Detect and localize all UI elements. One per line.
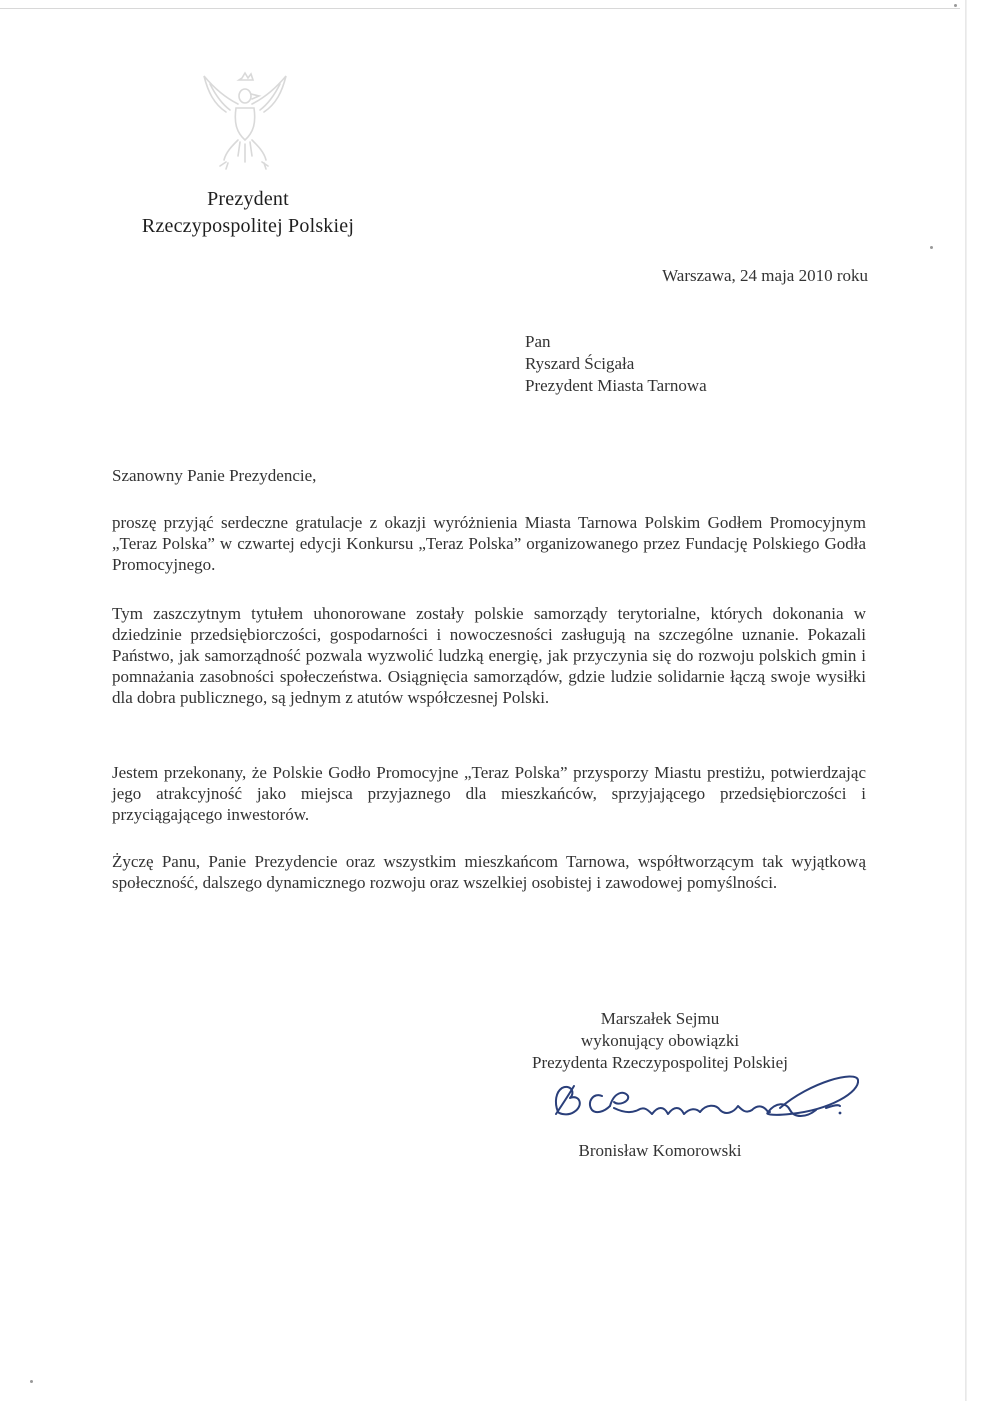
recipient-address [525,331,707,397]
letterhead [118,186,378,240]
recipient-name: Ryszard Ścigała [525,354,635,373]
body-paragraph [112,603,866,708]
paragraph-text: Życzę Panu, Panie Prezydencie oraz wszystkim mieszkańcom Tarnowa, współtworzącym tak wyjątkową społeczność, dalszego dynamicznego rozwoju oraz wszelkiej osobistej i zawodowej pomyślności. [112,852,866,892]
body-paragraph [112,762,866,825]
recipient-honorific: Pan [525,332,551,351]
scan-speck [30,1380,33,1383]
signatory-title-line: wykonujący obowiązki [580,1031,740,1050]
body-paragraph [112,512,866,575]
paragraph-text: Tym zaszczytnym tytułem uhonorowane zostały polskie samorządy terytorialne, których dokonania w dziedzinie przedsiębiorczości, gospodarności i nowoczesności zasługują na szczególne uznanie. Pokazali Państwo, jak samorządność pozwala wyzwolić ludzką energię, jak przyczynia się do rozwoju polskich gmin i pomnażania zasobności społeczeństwa. Osiągnięcia samorządów, gdzie ludzie solidarnie łączą swoje wysiłki dla dobra publicznego, są jednym z atutów współczesnej Polski. [112,604,866,707]
polish-eagle-emblem-icon [196,70,292,170]
signer-name: Bronisław Komorowski [578,1141,742,1160]
scan-speck [954,4,957,7]
scan-top-edge [0,8,960,9]
letterhead-subtitle: Rzeczypospolitej Polskiej [141,215,355,237]
letterhead-title: Prezydent [207,188,289,210]
salutation: Szanowny Panie Prezydencie, [112,466,317,485]
recipient-title: Prezydent Miasta Tarnowa [525,376,707,395]
signatory-title-line: Prezydenta Rzeczypospolitej Polskiej [532,1053,788,1072]
handwritten-signature [540,1062,870,1132]
body-paragraph [112,851,866,893]
scan-speck [930,246,933,249]
signatory-title-line: Marszałek Sejmu [600,1009,720,1028]
letter-date: Warszawa, 24 maja 2010 roku [662,266,868,285]
paragraph-text: proszę przyjąć serdeczne gratulacje z okazji wyróżnienia Miasta Tarnowa Polskim Godłem Promocyjnym „Teraz Polska” w czwartej edycji Konkursu „Teraz Polska” organizowanego przez Fundację Polskiego Godła Promocyjnego. [112,513,866,574]
paragraph-text: Jestem przekonany, że Polskie Godło Promocyjne „Teraz Polska” przysporzy Miastu prestiżu, potwierdzając jego atrakcyjność jako miejsca przyjaznego dla mieszkańców, sprzyjającego przedsiębiorczości i przyciągającego inwestorów. [112,763,866,824]
scan-right-edge [965,0,967,1401]
